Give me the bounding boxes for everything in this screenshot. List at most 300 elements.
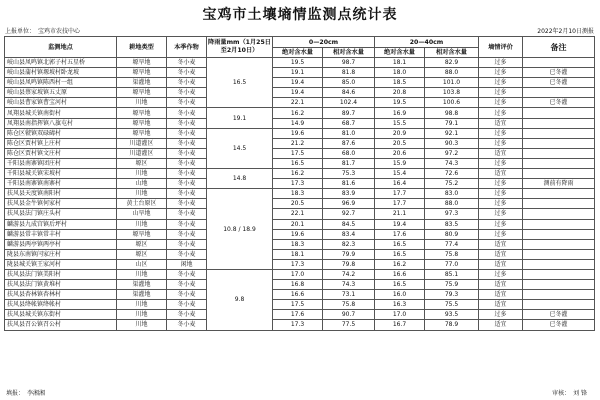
- cell-abs-20-40: 19.4: [375, 219, 425, 229]
- cell-rel-20-40: 88.0: [425, 68, 479, 78]
- cell-location: 岐山县蒲村镇塬坡村卧龙坡: [5, 68, 117, 78]
- cell-abs-20-40: 17.7: [375, 199, 425, 209]
- cell-location: 麟游县两亭镇两亭村: [5, 239, 117, 249]
- cell-rel-0-20: 75.8: [323, 300, 375, 310]
- table-row: [5, 239, 595, 249]
- cell-abs-0-20: 18.3: [273, 239, 323, 249]
- cell-land-type: 塬区: [117, 239, 167, 249]
- cell-eval: 过多: [479, 189, 523, 199]
- header-eval: 墒情评价: [479, 37, 523, 58]
- cell-land-type: 渠灌地: [117, 280, 167, 290]
- cell-location: 扶风县法门镇美阳村: [5, 269, 117, 279]
- cell-crop: 冬小麦: [167, 169, 207, 179]
- cell-abs-20-40: 16.7: [375, 320, 425, 330]
- cell-rel-0-20: 98.7: [323, 58, 375, 68]
- table-row: [5, 58, 595, 68]
- cell-crop: 冬小麦: [167, 209, 207, 219]
- table-row: [5, 249, 595, 259]
- cell-rel-20-40: 88.0: [425, 199, 479, 209]
- cell-location: 扶风县城关镇东街村: [5, 310, 117, 320]
- cell-eval: 适宜: [479, 290, 523, 300]
- cell-rainfall: 10.8 / 18.9: [207, 189, 273, 270]
- table-row: [5, 259, 595, 269]
- cell-crop: 冬小麦: [167, 58, 207, 68]
- table-row: [5, 280, 595, 290]
- cell-note: [523, 58, 595, 68]
- table-row: [5, 78, 595, 88]
- cell-abs-0-20: 19.1: [273, 68, 323, 78]
- cell-rel-0-20: 68.7: [323, 118, 375, 128]
- cell-abs-0-20: 19.5: [273, 58, 323, 68]
- cell-rel-0-20: 74.2: [323, 269, 375, 279]
- cell-note: [523, 219, 595, 229]
- cell-land-type: 山区: [117, 259, 167, 269]
- cell-crop: 冬小麦: [167, 269, 207, 279]
- cell-rel-20-40: 90.3: [425, 138, 479, 148]
- cell-rel-0-20: 102.4: [323, 98, 375, 108]
- header-note: 备注: [523, 37, 595, 58]
- table-row: [5, 320, 595, 330]
- cell-land-type: 川地: [117, 219, 167, 229]
- cell-land-type: 川地: [117, 269, 167, 279]
- cell-rel-0-20: 77.5: [323, 320, 375, 330]
- cell-crop: 冬小麦: [167, 310, 207, 320]
- table-row: [5, 290, 595, 300]
- cell-crop: 冬小麦: [167, 320, 207, 330]
- header-rel-1: 相对含水量: [323, 48, 375, 58]
- cell-note: [523, 239, 595, 249]
- cell-note: 已冬灌: [523, 310, 595, 320]
- header-rain: 降雨量mm（1月25日至2月10日）: [207, 37, 273, 58]
- cell-note: [523, 169, 595, 179]
- cell-rel-0-20: 96.9: [323, 199, 375, 209]
- cell-eval: 过多: [479, 310, 523, 320]
- cell-eval: 过多: [479, 68, 523, 78]
- cell-crop: 闲地: [167, 259, 207, 269]
- cell-abs-20-40: 21.1: [375, 209, 425, 219]
- cell-eval: 过多: [479, 229, 523, 239]
- cell-crop: 冬小麦: [167, 290, 207, 300]
- cell-crop: 冬小麦: [167, 138, 207, 148]
- cell-abs-0-20: 19.4: [273, 78, 323, 88]
- header-crop: 本季作物: [167, 37, 207, 58]
- cell-rel-0-20: 92.7: [323, 209, 375, 219]
- cell-location: 千阳县南寨镇团庄村: [5, 158, 117, 168]
- cell-note: 已冬灌: [523, 68, 595, 78]
- table-row: [5, 128, 595, 138]
- cell-rel-20-40: 85.1: [425, 269, 479, 279]
- cell-note: [523, 229, 595, 239]
- cell-crop: 冬小麦: [167, 88, 207, 98]
- table-body: [5, 58, 595, 331]
- cell-eval: 过多: [479, 219, 523, 229]
- table-row: [5, 209, 595, 219]
- cell-eval: 过多: [479, 78, 523, 88]
- cell-location: 岐山县曹家镇曹宝河村: [5, 98, 117, 108]
- report-date: 2022年2月10日测报: [537, 28, 594, 35]
- cell-rel-0-20: 79.9: [323, 249, 375, 259]
- cell-abs-0-20: 19.4: [273, 88, 323, 98]
- cell-crop: 冬小麦: [167, 128, 207, 138]
- cell-abs-0-20: 17.5: [273, 148, 323, 158]
- cell-abs-20-40: 20.9: [375, 128, 425, 138]
- cell-note: 已冬灌: [523, 98, 595, 108]
- table-row: [5, 118, 595, 128]
- cell-abs-0-20: 14.9: [273, 118, 323, 128]
- cell-note: [523, 88, 595, 98]
- cell-rel-20-40: 79.1: [425, 118, 479, 128]
- cell-rel-20-40: 92.1: [425, 128, 479, 138]
- cell-rel-0-20: 89.7: [323, 108, 375, 118]
- cell-note: [523, 158, 595, 168]
- cell-note: 已冬灌: [523, 320, 595, 330]
- report-unit-label: 上报单位：: [5, 28, 36, 35]
- cell-abs-20-40: 15.9: [375, 158, 425, 168]
- cell-abs-0-20: 16.6: [273, 290, 323, 300]
- cell-location: 扶风县召公镇召公村: [5, 320, 117, 330]
- cell-rel-20-40: 101.0: [425, 78, 479, 88]
- cell-rel-20-40: 93.5: [425, 310, 479, 320]
- cell-crop: 冬小麦: [167, 249, 207, 259]
- cell-land-type: 塬旱地: [117, 88, 167, 98]
- cell-eval: 适宜: [479, 148, 523, 158]
- cell-rel-20-40: 98.8: [425, 108, 479, 118]
- cell-rel-20-40: 77.4: [425, 239, 479, 249]
- cell-crop: 冬小麦: [167, 239, 207, 249]
- table-row: [5, 98, 595, 108]
- cell-note: [523, 108, 595, 118]
- cell-eval: 过多: [479, 58, 523, 68]
- cell-crop: 冬小麦: [167, 300, 207, 310]
- cell-location: 陇县东南镇闫家庄村: [5, 249, 117, 259]
- cell-land-type: 塬区: [117, 249, 167, 259]
- table-row: [5, 199, 595, 209]
- table-row: [5, 310, 595, 320]
- cell-eval: 过多: [479, 179, 523, 189]
- cell-rel-20-40: 79.3: [425, 290, 479, 300]
- table-row: [5, 269, 595, 279]
- cell-abs-0-20: 17.3: [273, 259, 323, 269]
- cell-rel-0-20: 81.7: [323, 158, 375, 168]
- cell-rel-0-20: 83.9: [323, 189, 375, 199]
- cell-location: 麟游县九成宫镇后坪村: [5, 219, 117, 229]
- table-row: [5, 108, 595, 118]
- cell-land-type: 川道灌区: [117, 148, 167, 158]
- cell-location: 扶风县金牛镇何家村: [5, 199, 117, 209]
- cell-location: 扶风县天度镇南阳村: [5, 189, 117, 199]
- cell-land-type: 川地: [117, 300, 167, 310]
- cell-crop: 冬小麦: [167, 148, 207, 158]
- cell-note: [523, 209, 595, 219]
- cell-abs-0-20: 22.1: [273, 98, 323, 108]
- cell-location: 凤翔县南指挥镇八旗屯村: [5, 118, 117, 128]
- cell-rel-0-20: 85.0: [323, 78, 375, 88]
- report-unit: [5, 26, 83, 35]
- cell-eval: 适宜: [479, 118, 523, 128]
- cell-land-type: 塬旱地: [117, 58, 167, 68]
- cell-land-type: 塬区: [117, 158, 167, 168]
- cell-rainfall: 14.8: [207, 169, 273, 189]
- cell-abs-20-40: 18.0: [375, 68, 425, 78]
- cell-rel-20-40: 97.3: [425, 209, 479, 219]
- cell-abs-20-40: 17.7: [375, 189, 425, 199]
- cell-land-type: 渠灌地: [117, 78, 167, 88]
- cell-crop: 冬小麦: [167, 98, 207, 108]
- table-row: [5, 158, 595, 168]
- cell-location: 岐山县蔡家坡镇五丈原: [5, 88, 117, 98]
- cell-rel-20-40: 75.5: [425, 300, 479, 310]
- cell-rel-20-40: 75.9: [425, 280, 479, 290]
- cell-abs-0-20: 22.1: [273, 209, 323, 219]
- cell-eval: 适宜: [479, 300, 523, 310]
- cell-eval: 适宜: [479, 249, 523, 259]
- cell-abs-0-20: 16.5: [273, 158, 323, 168]
- cell-rel-20-40: 82.9: [425, 58, 479, 68]
- cell-rainfall: 14.5: [207, 128, 273, 168]
- cell-location: 扶风县杏林镇杏林村: [5, 290, 117, 300]
- cell-rel-20-40: 83.5: [425, 219, 479, 229]
- cell-abs-0-20: 20.1: [273, 219, 323, 229]
- cell-rainfall: 19.1: [207, 108, 273, 128]
- cell-abs-20-40: 17.0: [375, 310, 425, 320]
- header-rel-2: 相对含水量: [425, 48, 479, 58]
- cell-abs-0-20: 17.3: [273, 320, 323, 330]
- cell-land-type: 渠灌地: [117, 290, 167, 300]
- cell-eval: 过多: [479, 158, 523, 168]
- cell-eval: 过多: [479, 199, 523, 209]
- cell-eval: 过多: [479, 108, 523, 118]
- cell-rel-20-40: 100.6: [425, 98, 479, 108]
- cell-crop: 冬小麦: [167, 108, 207, 118]
- cell-rel-0-20: 82.3: [323, 239, 375, 249]
- cell-location: 陈仓区贾村镇上庄村: [5, 138, 117, 148]
- cell-eval: 过多: [479, 138, 523, 148]
- cell-crop: 冬小麦: [167, 68, 207, 78]
- table-row: [5, 189, 595, 199]
- cell-abs-0-20: 17.3: [273, 179, 323, 189]
- cell-location: 岐山县凤鸣镇北郭子村五星桥: [5, 58, 117, 68]
- cell-abs-20-40: 16.0: [375, 290, 425, 300]
- cell-location: 扶风县法门镇庄头村: [5, 209, 117, 219]
- cell-rainfall: 16.5: [207, 58, 273, 108]
- table-row: [5, 300, 595, 310]
- cell-abs-20-40: 16.5: [375, 239, 425, 249]
- cell-rel-20-40: 75.8: [425, 249, 479, 259]
- cell-location: 千阳县南寨镇南寨村: [5, 179, 117, 189]
- cell-rel-0-20: 74.3: [323, 280, 375, 290]
- cell-abs-20-40: 16.5: [375, 249, 425, 259]
- cell-crop: 冬小麦: [167, 199, 207, 209]
- cell-rel-20-40: 74.3: [425, 158, 479, 168]
- cell-crop: 冬小麦: [167, 158, 207, 168]
- cell-note: [523, 249, 595, 259]
- cell-crop: 冬小麦: [167, 118, 207, 128]
- cell-eval: 适宜: [479, 280, 523, 290]
- table-row: [5, 88, 595, 98]
- cell-rel-0-20: 79.8: [323, 259, 375, 269]
- cell-rel-20-40: 103.8: [425, 88, 479, 98]
- cell-land-type: 川地: [117, 98, 167, 108]
- cell-note: [523, 280, 595, 290]
- cell-rel-0-20: 81.0: [323, 128, 375, 138]
- table-row: [5, 169, 595, 179]
- cell-land-type: 川地: [117, 310, 167, 320]
- table-row: [5, 138, 595, 148]
- cell-eval: 过多: [479, 128, 523, 138]
- cell-note: [523, 300, 595, 310]
- cell-location: 扶风县法门镇黄堆村: [5, 280, 117, 290]
- cell-rel-20-40: 72.6: [425, 169, 479, 179]
- cell-note: [523, 118, 595, 128]
- cell-abs-0-20: 17.5: [273, 300, 323, 310]
- cell-abs-20-40: 18.1: [375, 58, 425, 68]
- cell-land-type: 山旱地: [117, 209, 167, 219]
- cell-abs-20-40: 15.4: [375, 169, 425, 179]
- cell-abs-0-20: 19.6: [273, 128, 323, 138]
- cell-rel-20-40: 97.2: [425, 148, 479, 158]
- filler-value: 李湘湘: [27, 390, 46, 397]
- cell-land-type: 黄土台原区: [117, 199, 167, 209]
- cell-eval: 过多: [479, 98, 523, 108]
- cell-rainfall: 9.8: [207, 269, 273, 330]
- header-layer-0-20: 0—20cm: [273, 37, 375, 48]
- cell-land-type: 塬旱地: [117, 108, 167, 118]
- table-row: [5, 68, 595, 78]
- cell-crop: 冬小麦: [167, 229, 207, 239]
- cell-rel-0-20: 75.3: [323, 169, 375, 179]
- cell-abs-0-20: 18.1: [273, 249, 323, 259]
- cell-abs-20-40: 16.4: [375, 179, 425, 189]
- cell-crop: 冬小麦: [167, 78, 207, 88]
- cell-rel-20-40: 83.0: [425, 189, 479, 199]
- cell-land-type: 川道灌区: [117, 138, 167, 148]
- cell-abs-0-20: 20.5: [273, 199, 323, 209]
- cell-land-type: 山地: [117, 179, 167, 189]
- table-row: [5, 148, 595, 158]
- cell-abs-20-40: 16.3: [375, 300, 425, 310]
- header-layer-20-40: 20—40cm: [375, 37, 479, 48]
- cell-rel-20-40: 80.9: [425, 229, 479, 239]
- report-unit-value: 宝鸡市农技中心: [38, 28, 81, 35]
- cell-location: 陇县城关镇王家河村: [5, 259, 117, 269]
- cell-note: [523, 138, 595, 148]
- cell-abs-20-40: 20.6: [375, 148, 425, 158]
- cell-location: 千阳县城关镇宋坡村: [5, 169, 117, 179]
- cell-land-type: 川地: [117, 169, 167, 179]
- cell-eval: 过多: [479, 88, 523, 98]
- cell-eval: 过多: [479, 209, 523, 219]
- header-abs-1: 绝对含水量: [273, 48, 323, 58]
- cell-note: 已冬灌: [523, 78, 595, 88]
- cell-abs-20-40: 20.8: [375, 88, 425, 98]
- table-row: [5, 179, 595, 189]
- cell-crop: 冬小麦: [167, 189, 207, 199]
- cell-abs-20-40: 16.2: [375, 259, 425, 269]
- cell-note: [523, 199, 595, 209]
- cell-abs-0-20: 18.3: [273, 189, 323, 199]
- cell-rel-0-20: 84.6: [323, 88, 375, 98]
- cell-abs-20-40: 16.9: [375, 108, 425, 118]
- cell-rel-0-20: 87.6: [323, 138, 375, 148]
- cell-crop: 冬小麦: [167, 179, 207, 189]
- cell-land-type: 塬旱地: [117, 128, 167, 138]
- reviewer-value: 刘 锋: [573, 390, 587, 397]
- cell-rel-20-40: 78.9: [425, 320, 479, 330]
- cell-land-type: 塬旱地: [117, 68, 167, 78]
- cell-location: 陈仓区贾村镇文庄村: [5, 148, 117, 158]
- cell-abs-0-20: 19.6: [273, 229, 323, 239]
- report-title: 宝鸡市土壤墒情监测点统计表: [202, 7, 398, 23]
- cell-rel-0-20: 90.7: [323, 310, 375, 320]
- header-abs-2: 绝对含水量: [375, 48, 425, 58]
- cell-abs-20-40: 17.6: [375, 229, 425, 239]
- cell-note: [523, 128, 595, 138]
- soil-moisture-table: [4, 36, 595, 331]
- cell-note: [523, 290, 595, 300]
- cell-crop: 冬小麦: [167, 219, 207, 229]
- cell-abs-0-20: 16.2: [273, 108, 323, 118]
- cell-rel-0-20: 83.4: [323, 229, 375, 239]
- cell-note: [523, 269, 595, 279]
- cell-location: 麟游县常丰镇常丰村: [5, 229, 117, 239]
- cell-abs-20-40: 16.5: [375, 280, 425, 290]
- cell-location: 凤翔县城关镇南街村: [5, 108, 117, 118]
- cell-rel-0-20: 84.5: [323, 219, 375, 229]
- filler: [6, 388, 48, 397]
- cell-rel-0-20: 81.6: [323, 179, 375, 189]
- cell-land-type: 塬旱地: [117, 229, 167, 239]
- cell-location: 陈仓区虢镇双碌碡村: [5, 128, 117, 138]
- cell-note: [523, 148, 595, 158]
- cell-abs-0-20: 17.6: [273, 310, 323, 320]
- header-name: 监测地点: [5, 37, 117, 58]
- cell-eval: 适宜: [479, 169, 523, 179]
- cell-rel-20-40: 75.2: [425, 179, 479, 189]
- cell-eval: 适宜: [479, 259, 523, 269]
- reviewer-label: 审核：: [552, 390, 571, 397]
- table-row: [5, 219, 595, 229]
- header-land-type: 耕地类型: [117, 37, 167, 58]
- cell-abs-0-20: 16.2: [273, 169, 323, 179]
- cell-note: [523, 189, 595, 199]
- cell-abs-20-40: 20.5: [375, 138, 425, 148]
- cell-rel-20-40: 77.0: [425, 259, 479, 269]
- cell-location: 岐山县凤鸣镇陈西村一组: [5, 78, 117, 88]
- cell-location: 扶风县绛帐镇绛帐村: [5, 300, 117, 310]
- cell-abs-20-40: 15.5: [375, 118, 425, 128]
- cell-land-type: 川地: [117, 320, 167, 330]
- cell-rel-0-20: 73.1: [323, 290, 375, 300]
- cell-crop: 冬小麦: [167, 280, 207, 290]
- cell-rel-0-20: 81.8: [323, 68, 375, 78]
- cell-land-type: 塬旱地: [117, 118, 167, 128]
- cell-abs-20-40: 16.6: [375, 269, 425, 279]
- cell-abs-20-40: 18.5: [375, 78, 425, 88]
- cell-rel-0-20: 68.0: [323, 148, 375, 158]
- cell-note: 测前有降雨: [523, 179, 595, 189]
- cell-abs-20-40: 19.5: [375, 98, 425, 108]
- cell-eval: 适宜: [479, 320, 523, 330]
- reviewer: [552, 388, 590, 397]
- cell-eval: 过多: [479, 269, 523, 279]
- cell-abs-0-20: 16.8: [273, 280, 323, 290]
- cell-land-type: 川地: [117, 189, 167, 199]
- cell-note: [523, 259, 595, 269]
- filler-label: 填报：: [6, 390, 25, 397]
- table-row: [5, 229, 595, 239]
- cell-eval: 适宜: [479, 239, 523, 249]
- cell-abs-0-20: 17.0: [273, 269, 323, 279]
